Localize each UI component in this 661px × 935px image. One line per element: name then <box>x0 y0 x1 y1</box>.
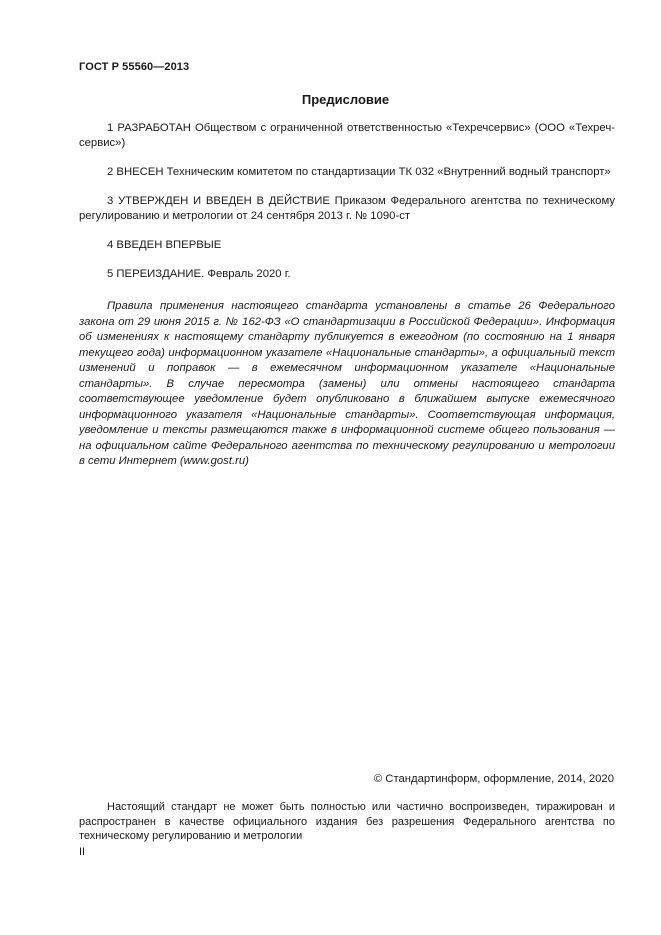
preface-item-2: 2 ВНЕСЕН Техническим комитетом по стандартизации ТК 032 «Внутренний водный транспорт» <box>107 166 611 178</box>
preface-item-1: 1 РАЗРАБОТАН Обществом с ограниченной ответственностью «Техречсервис» (ООО «Техреч-сервис») <box>79 122 615 149</box>
preface-item-4: 4 ВВЕДЕН ВПЕРВЫЕ <box>107 239 222 251</box>
copyright-line: © Стандартинформ, оформление, 2014, 2020 <box>373 773 614 785</box>
page-number: II <box>79 846 86 858</box>
preface-title: Предисловие <box>301 92 390 107</box>
preface-item-5: 5 ПЕРЕИЗДАНИЕ. Февраль 2020 г. <box>107 268 291 280</box>
standard-application-notice: Правила применения настоящего стандарта установлены в статье 26 Федерального закона от 29 июня 2015 г. № 162-ФЗ «О стандартизации в Российской Федерации». Информация об изменениях к настоящему стандарту публикуется в ежегодном (по состоянию на 1 января текущего года) информационном указателе «Национальные стандарты», а официальный текст изменений и поправок — в ежемесячном информационном указателе «Национальные стандарты». В случае пересмотра (замены) или отмены настоящего стандарта соответствующее уведомление будет опубликовано в ближайшем выпуске ежемесячного информационного указателя «Национальные стандарты». Соответствующая информация, уведомление и тексты размещаются также в информационной системе общего пользования — на официальном сайте Федерального агентства по техническому регулированию и метрологии в сети Интернет (www.gost.ru) <box>79 300 615 467</box>
preface-items <box>79 121 615 296</box>
document-code: ГОСТ Р 55560—2013 <box>79 61 190 73</box>
preface-item-3: 3 УТВЕРЖДЕН И ВВЕДЕН В ДЕЙСТВИЕ Приказом Федерального агентства по техническому регулированию и метрологии от 24 сентября 2013 г. № 1090-ст <box>79 195 615 222</box>
reprint-restriction-notice: Настоящий стандарт не может быть полностью или частично воспроизведен, тиражирован и распространен в качестве официального издания без разрешения Федерального агентства по техническому регулированию и метрологии <box>79 801 615 842</box>
